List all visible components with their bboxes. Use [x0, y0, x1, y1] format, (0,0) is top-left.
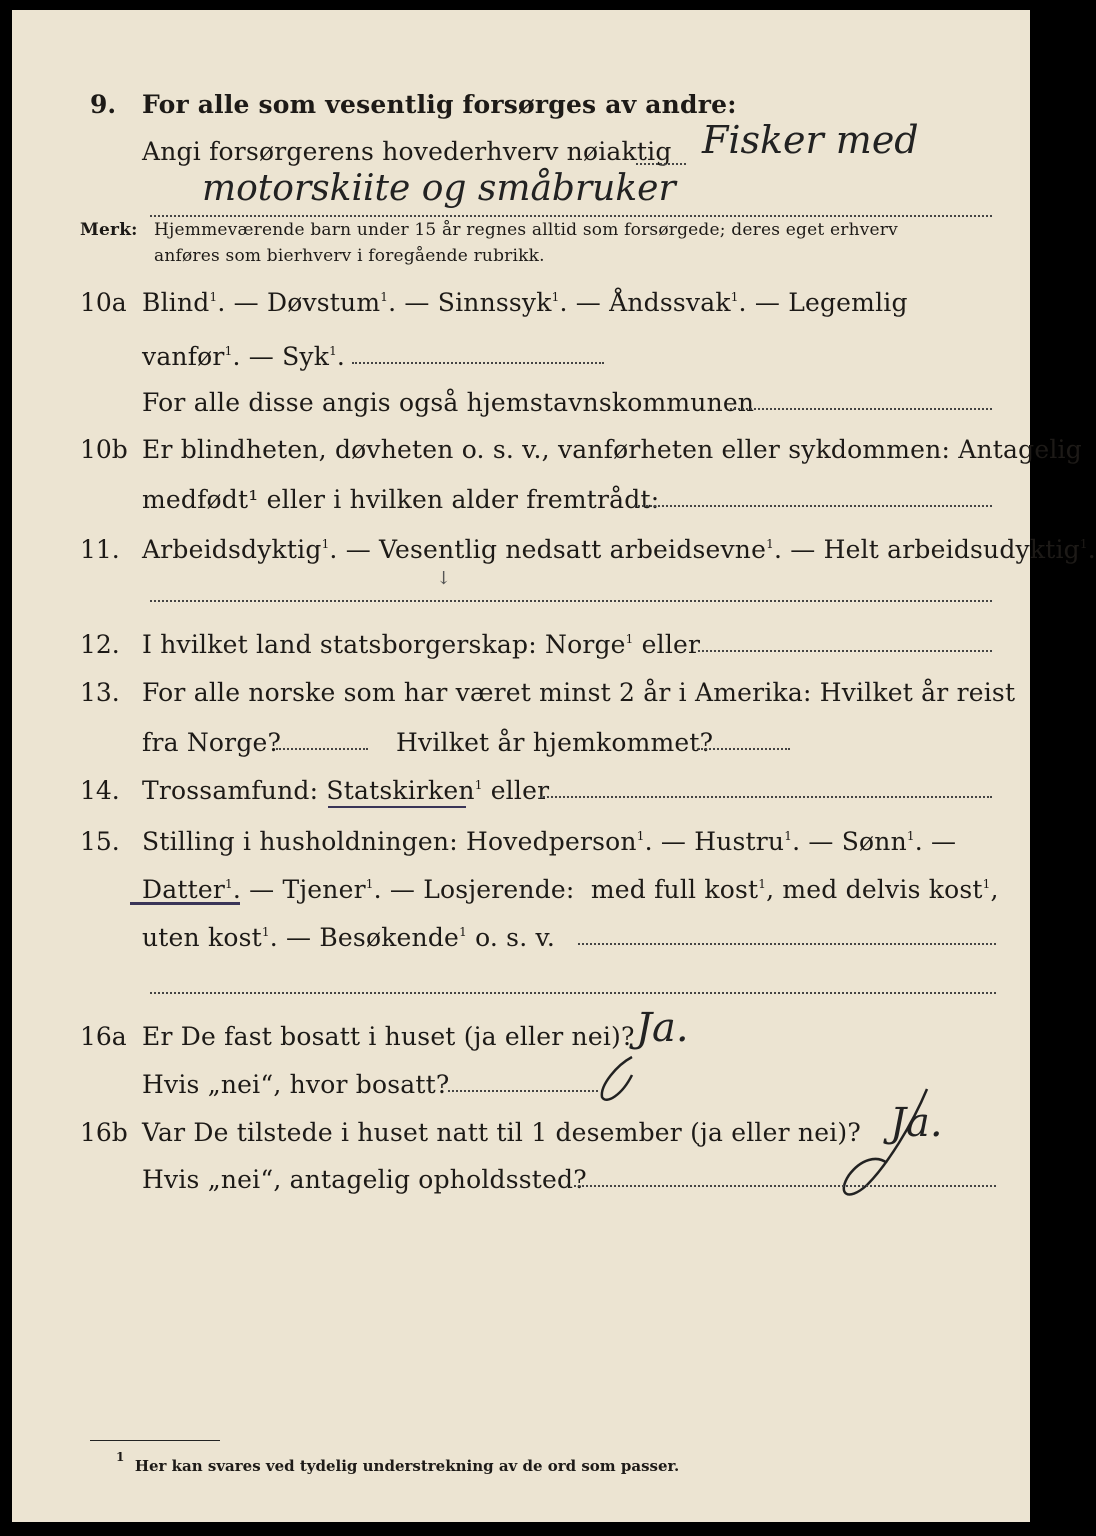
- q16b-stroke-mark: [827, 1085, 937, 1205]
- q13-line-1: For alle norske som har været minst 2 år i Amerika: Hvilket år reist: [142, 678, 1016, 707]
- q15-line-1: Stilling i husholdningen: Hovedperson$^1$. — Hustru$^1$. — Sønn$^1$. —: [142, 827, 957, 856]
- q13-line-2b: Hvilket år hjemkommet?: [396, 728, 714, 757]
- q14-number: 14.: [80, 776, 120, 805]
- q11-dotted-line: [150, 600, 992, 602]
- q11-line: Arbeidsdyktig$^1$. — Vesentlig nedsatt arbeidsevne$^1$. — Helt arbeidsudyktig$^1$.: [142, 535, 1096, 564]
- q11-number: 11.: [80, 535, 120, 564]
- q10b-line-2: medfødt¹ eller i hvilken alder fremtrådt:: [142, 485, 660, 514]
- q9-text: Angi forsørgerens hovederhverv nøiaktig: [142, 137, 672, 166]
- q15-number: 15.: [80, 827, 120, 856]
- q10a-dotted-line-2: [730, 408, 992, 410]
- q15-line-3: uten kost$^1$. — Besøkende$^1$ o. s. v.: [142, 923, 555, 952]
- q12-line: I hvilket land statsborgerskap: Norge$^1$ eller: [142, 630, 701, 659]
- q10a-line-1: Blind$^1$. — Døvstum$^1$. — Sinnssyk$^1$. — Åndssvak$^1$. — Legemlig: [142, 288, 908, 317]
- q16b-handwritten-answer: Ja.: [890, 1100, 943, 1146]
- note-line-2: anføres som bierhverv i foregående rubrikk.: [154, 246, 545, 266]
- note-label: Merk:: [80, 220, 138, 240]
- q10b-dotted-line: [634, 505, 992, 507]
- q14-dotted-line: [540, 796, 992, 798]
- q16a-handwritten-answer: Ja.: [636, 1005, 689, 1051]
- q14-line: Trossamfund: Statskirken$^1$ eller: [142, 776, 550, 805]
- q13-dotted-line-2: [698, 748, 790, 750]
- q10b-number: 10b: [80, 435, 128, 464]
- pencil-mark: ↓: [436, 568, 452, 589]
- q12-dotted-line: [698, 650, 992, 652]
- q15-dotted-line: [578, 943, 996, 945]
- q9-handwritten-answer-2: motorskiite og småbruker: [202, 168, 676, 209]
- q9-dotted-line: [636, 163, 686, 165]
- q16b-line-2: Hvis „nei“, antagelig opholdssted?: [142, 1165, 587, 1194]
- census-form-page: [12, 10, 1096, 1522]
- q16b-dotted-line: [574, 1185, 996, 1187]
- q16a-dotted-line: [448, 1090, 598, 1092]
- q13-line-2a: fra Norge?: [142, 728, 282, 757]
- q13-number: 13.: [80, 678, 120, 707]
- q10b-line-1: Er blindheten, døvheten o. s. v., vanførheten eller sykdommen: Antagelig: [142, 435, 1082, 464]
- q15-line-2: Datter$^1$. — Tjener$^1$. — Losjerende: med full kost$^1$, med delvis kost$^1$,: [142, 875, 999, 904]
- q12-number: 12.: [80, 630, 120, 659]
- q9-heading: For alle som vesentlig forsørges av andre:: [142, 90, 737, 119]
- q10a-line-2: vanfør$^1$. — Syk$^1$.: [142, 342, 346, 371]
- datter-underline: [130, 902, 240, 905]
- footnote: $^1$ Her kan svares ved tydelig understrekning av de ord som passer.: [116, 1450, 680, 1475]
- q16a-line-2: Hvis „nei“, hvor bosatt?: [142, 1070, 450, 1099]
- q10a-number: 10a: [80, 288, 127, 317]
- q16b-number: 16b: [80, 1118, 128, 1147]
- q10a-dotted-line: [352, 362, 604, 364]
- note-line-1: Hjemmeværende barn under 15 år regnes alltid som forsørgede; deres eget erhverv: [154, 220, 898, 240]
- statskirken-underline: [328, 806, 466, 808]
- q10a-line-3: For alle disse angis også hjemstavnskommunen: [142, 388, 755, 417]
- q15-dotted-line-2: [150, 992, 996, 994]
- q9-number: 9.: [90, 90, 117, 119]
- q16b-line-1: Var De tilstede i huset natt til 1 desember (ja eller nei)?: [142, 1118, 861, 1147]
- q9-dotted-line-2: [150, 215, 992, 217]
- q16a-stroke-mark: [592, 1055, 652, 1105]
- footnote-rule: [90, 1440, 220, 1441]
- q16a-number: 16a: [80, 1022, 127, 1051]
- q9-handwritten-answer-1: Fisker med: [702, 118, 919, 162]
- q13-dotted-line: [276, 748, 368, 750]
- q16a-line-1: Er De fast bosatt i huset (ja eller nei)?: [142, 1022, 635, 1051]
